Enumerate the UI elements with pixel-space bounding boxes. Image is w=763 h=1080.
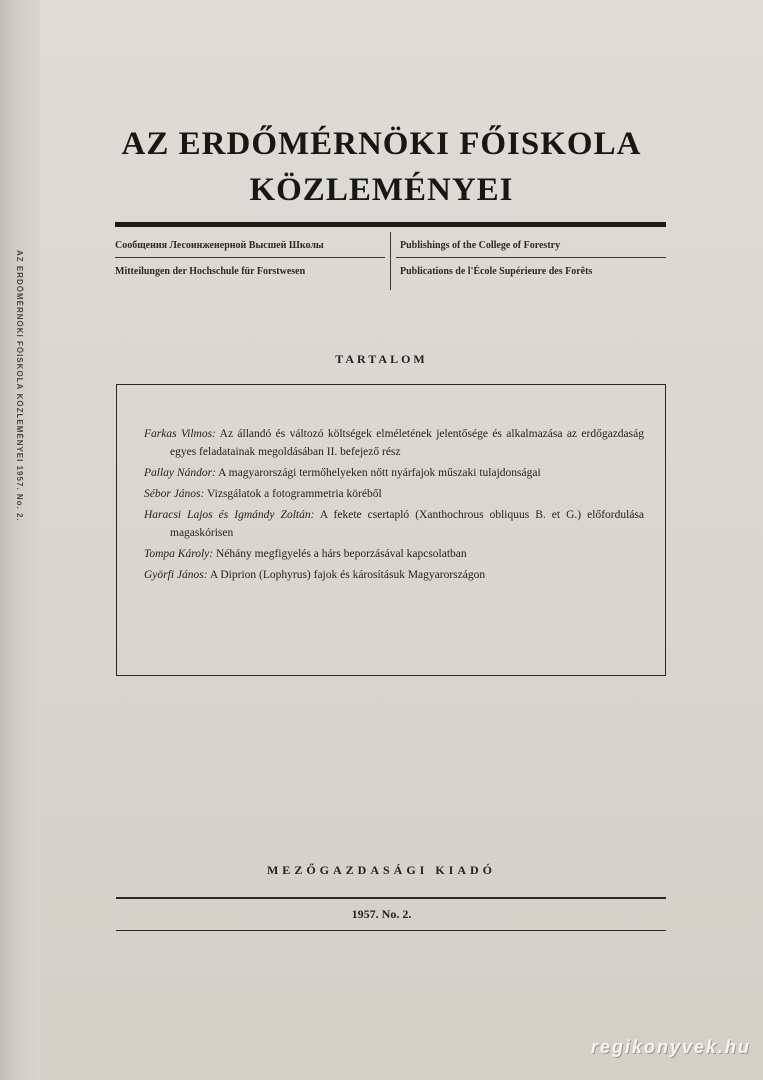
contents-entry	[144, 566, 644, 584]
entry-author: Haracsi Lajos és Igmándy Zoltán:	[144, 509, 315, 521]
subtitle-english: Publishings of the College of Forestry	[400, 240, 561, 251]
entry-title: Az állandó és változó költségek elméletének jelentősége és alkalmazása az erdőgazdaság egyes feladatainak megoldásában II. befejező rész	[170, 428, 644, 458]
contents-entry	[144, 485, 644, 503]
contents-entry	[144, 545, 644, 563]
entry-author: Tompa Károly:	[144, 548, 214, 560]
subtitle-russian: Сообщения Лесоинженерной Высшей Школы	[115, 240, 324, 251]
subtitle-german: Mitteilungen der Hochschule für Forstwesen	[115, 266, 306, 277]
issue-rule-top	[116, 897, 666, 899]
subtitle-divider-left	[115, 257, 385, 258]
journal-title-line2: KÖZLEMÉNYEI	[249, 172, 514, 208]
spine-issue: 1957. No. 2.	[15, 465, 24, 522]
multilingual-subtitles	[115, 230, 666, 290]
entry-author: Farkas Vilmos:	[144, 428, 216, 440]
subtitle-french: Publications de l'École Supérieure des Forêts	[400, 266, 593, 277]
contents-entry	[144, 425, 644, 461]
entry-title: Néhány megfigyelés a hárs beporzásával kapcsolatban	[216, 548, 467, 560]
journal-title-line1: AZ ERDŐMÉRNÖKI FŐISKOLA	[121, 126, 642, 162]
publisher-name: MEZŐGAZDASÁGI KIADÓ	[266, 863, 497, 877]
entry-author: Györfi János:	[144, 569, 208, 581]
subtitle-divider-vertical	[390, 232, 391, 290]
contents-heading: TARTALOM	[335, 352, 428, 366]
contents-entry	[144, 506, 644, 542]
entry-title: A magyarországi termőhelyeken nőtt nyárfajok műszaki tulajdonságai	[218, 467, 541, 479]
spine-title-2: KÖZLEMÉNYEI	[15, 393, 24, 463]
spine-title: AZ ERDŐMÉRNÖKI FŐISKOLA	[15, 250, 24, 391]
entry-title: A Diprion (Lophyrus) fajok és károsításuk Magyarországon	[209, 569, 486, 581]
entry-author: Pallay Nándor:	[144, 467, 216, 479]
entry-title: Vizsgálatok a fotogrammetria köréből	[207, 488, 382, 500]
entry-author: Sébor János:	[144, 488, 205, 500]
issue-number: 1957. No. 2.	[351, 907, 412, 921]
contents-entry	[144, 464, 644, 482]
spine-text	[12, 250, 24, 870]
entry-title: A fekete csertapló (Xanthochrous obliquus B. et G.) előfordulása magaskórisen	[170, 509, 644, 539]
watermark: regikonyvek.hu	[590, 1037, 751, 1057]
title-rule	[115, 222, 666, 227]
contents-list	[144, 425, 644, 587]
issue-rule-bottom	[116, 930, 666, 931]
subtitle-divider-right	[396, 257, 666, 258]
